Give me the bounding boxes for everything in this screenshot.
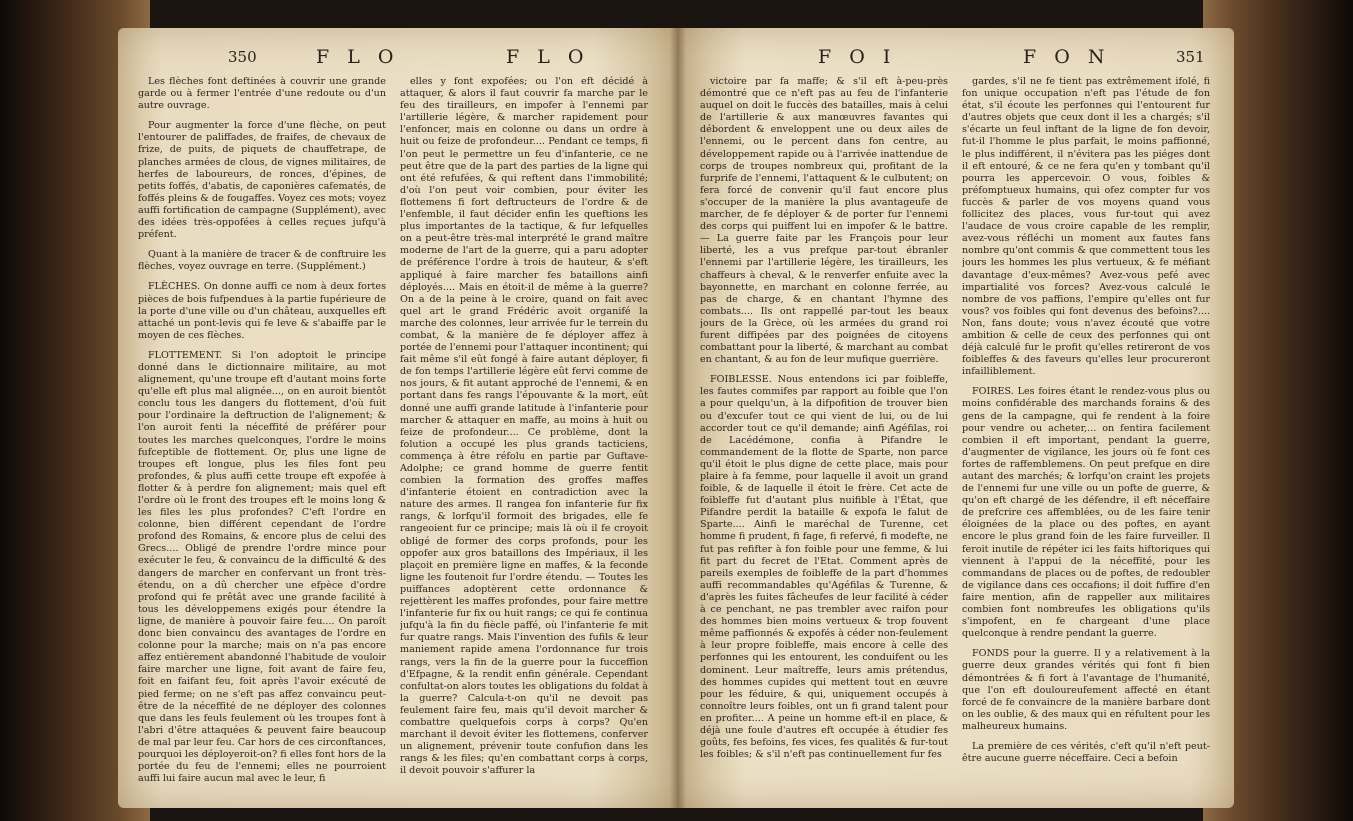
right-column-1 bbox=[700, 76, 948, 796]
paragraph: gardes, s'il ne fe tient pas extrêmement ifolé, fi fon unique occupation n'eft pas l'étude de fon état, s'il écoute les perfonnes qui l'entourent fur d'autres objets que ceux dont il les a chargés; s'il s'écarte un feul inftant de la ligne de fon devoir, fut-il l'homme le plus parfait, le moins paffionné, le plus indifférent, il n'évitera pas les piéges dont il eft entouré, & ce ne fera qu'en y tombant qu'il pourra les appercevoir. O vous, foibles & préfomptueux humains, qui ofez compter fur vos fuccès & parler de vos moyens quand vous follicitez des places, vous fur-tout qui avez l'audace de vous croire capable de les remplir, avez-vous réfléchi un moment aux fautes fans nombre qu'ont commis & que commettent tous les jours les hommes les plus vertueux, & fe méfiant davantage d'eux-mêmes? Avez-vous pefé avec impartialité vos forces? Avez-vous calculé le nombre de vos paffions, l'empire qu'elles ont fur vous? vos foibles qui font devenus des befoins?.... Non, fans doute; vous n'avez écouté que votre ambition & celle de ceux des perfonnes qui ont déjà calculé fur le profit qu'elles retireront de vos foibleffes & des faveurs qu'elles leur procureront infailliblement. bbox=[962, 76, 1210, 378]
paragraph: Quant à la manière de tracer & de conftruire les flèches, voyez ouvrage en terre. (Supplément.) bbox=[138, 249, 386, 273]
left-page-number: 350 bbox=[228, 48, 257, 66]
paragraph: victoire par fa maffe; & s'il eft à-peu-près démontré que ce n'eft pas au feu de l'infanterie auquel on doit le fuccès des batailles, mais à celui de l'artillerie & aux manœuvres favantes qui débordent & enveloppent une ou deux ailes de l'ennemi, ou le percent dans fon centre, au développement rapide ou à l'arrivée inattendue de corps de troupes nombreux qui, profitant de la furprife de l'ennemi, l'attaquent & le culbutent; on fera forcé de convenir qu'il faut encore plus s'occuper de la manière la plus avantageufe de marcher, de fe déployer & de porter fur l'ennemi des corps qui puiffent lui en impofer & le battre. — La guerre faite par les François pour leur liberté, les a vus prefque par-tout ébranler l'ennemi par l'artillerie légère, les tirailleurs, les chaffeurs à cheval, & le renverfer enfuite avec la bayonnette, en marchant en colonne ferrée, au pas de charge, & en chantant l'hymne des combats.... Ils ont rappellé par-tout les beaux jours de la Grèce, où les armées du grand roi furent diffipées par des poignées de citoyens combattant pour la liberté, & marchant au combat en chantant, & au fon de leur mufique guerrière. bbox=[700, 76, 948, 366]
paragraph: elles y font expofées; ou l'on eft décidé à attaquer, & alors il faut couvrir fa marche par le feu des tirailleurs, en impofer à l'ennemi par l'artillerie légère, & marcher rapidement pour l'enfoncer, mais en colonne ou dans un ordre à huit ou feize de profondeur.... Pendant ce temps, fi l'on peut le permettre un feu d'infanterie, ce ne peut être que de la part des parties de la ligne qui ont été refufées, & qui reftent dans l'immobilité; d'où l'on peut voir combien, pour éviter les flottemens fi fort deftructeurs de l'ordre & de l'enfemble, il faut décider enfin les queftions les plus importantes de la tactique, & fur lefquelles on a peut-être très-mal interprété le grand maître moderne de l'art de la guerre, qui a paru adopter de préférence l'ordre à trois de hauteur, & s'eft appliqué à faire marcher fes bataillons ainfi déployés.... Mais en étoit-il de même à la guerre? On a de la peine à le croire, quand on fait avec quel art le grand Frédéric avoit organifé la marche des colonnes, leur arrivée fur le terrein du combat, & la manière de fe déployer affez à portée de l'ennemi pour l'attaquer incontinent; qui fait même s'il eût fongé à faire autant déployer, fi de fon temps l'artillerie légère eût fervi comme de nos jours, & fit autant approché de l'ennemi, & en portant dans fes rangs l'épouvante & la mort, eût donné une auffi grande latitude à l'infanterie pour marcher & attaquer en maffe, au moins à huit ou feize de profondeur.... Ce problème, dont la folution a occupé les plus grands tacticiens, commença à être réfolu en partie par Guftave-Adolphe; ce grand homme de guerre fentit combien la formation des groffes maffes d'infanterie étoient en contradiction avec la nature des armes. Il rangea fon infanterie fur fix rangs, & lorfqu'il formoit des brigades, elle fe rangeoient fur ce principe; mais là où il fe croyoit obligé de former des corps profonds, pour les oppofer aux gros bataillons des Impériaux, il les plaçoit en première ligne en maffes, & la feconde ligne les foutenoit fur l'ordre étendu. — Toutes les puiffances adoptèrent cette ordonnance & rejettèrent les maffes profondes, pour faire mettre l'infanterie fur fix ou huit rangs; ce qui fe continua jufqu'à la fin du fiècle paffé, où l'infanterie fe mit fur quatre rangs. Mais l'invention des fufils & leur maniement rapide amena l'ordonnance fur trois rangs, vers la fin de la guerre pour la fucceffion d'Efpagne, & la rendit enfin générale. Cependant confultat-on alors toutes les obligations du foldat à la guerre? Calcula-t-on qu'il ne devoit pas feulement faire feu, mais qu'il devoit marcher & combattre quelquefois corps à corps? Qu'en marchant il devoit éviter les flottemens, conferver un alignement, prévenir toute confufion dans les rangs & les files; qu'en combattant corps à corps, il devoit pouvoir s'affurer la bbox=[400, 76, 648, 777]
right-running-head-2: F O N bbox=[1023, 46, 1111, 68]
right-page-number: 351 bbox=[1176, 48, 1205, 66]
right-column-2 bbox=[962, 76, 1210, 796]
paragraph: FLOTTEMENT. Si l'on adoptoit le principe donné dans le dictionnaire militaire, au mot alignement, qu'une troupe eft d'autant moins forte qu'elle eft plus mal alignée..., on en auroit bientôt conclu tous les dangers du flottement, d'où fuit pour l'ordinaire la deftruction de l'alignement; & l'on auroit fenti la néceffité de préférer pour toutes les marches quelconques, l'ordre le moins fufceptible de flottement. Or, plus une ligne de troupes eft longue, plus les files font peu profondes, & plus auffi cette troupe eft expofée à flotter & à perdre fon alignement; mais quel eft l'ordre où le front des troupes eft le moins long & les files les plus profondes? C'eft l'ordre en colonne, bien différent cependant de l'ordre profond des Romains, & encore plus de celui des Grecs.... Obligé de prendre l'ordre mince pour exécuter le feu, & convaincu de la difficulté & des dangers de marcher en confervant un front très-étendu, on a dû chercher une efpèce d'ordre profond qui fe prêtât avec une grande facilité à tous les développemens exigés pour étendre la ligne, de manière à pouvoir faire feu.... On paroît donc bien convaincu des avantages de l'ordre en colonne pour la marche; mais on n'a pas encore affez entièrement abandonné l'habitude de vouloir faire marcher une ligne, foit avant de faire feu, foit en faifant feu, foit après l'avoir exécuté de pied ferme; on ne s'eft pas affez convaincu peut-être de la néceffité de ne déployer des colonnes que dans les feuls feulement où les troupes font à l'abri d'être attaquées & peuvent faire beaucoup de mal par leur feu. Car hors de ces circonftances, pourquoi les déployeroit-on? fi elles font hors de la portée du feu de l'ennemi; elles ne pourroient auffi lui faire aucun mal avec le leur, fi bbox=[138, 349, 386, 785]
paragraph: Pour augmenter la force d'une flèche, on peut l'entourer de paliffades, de fraifes, de chevaux de frize, de puits, de piquets de chauffetrape, de planches armées de clous, de vignes militaires, de herfes de laboureurs, de ronces, d'épines, de petits foffés, d'abatis, de caponières cafematés, de foffés pleins & de fougaffes. Voyez ces mots; voyez auffi fortification de campagne (Supplément), avec des idées très-oppofées à celles reçues jufqu'à préfent. bbox=[138, 120, 386, 241]
right-page bbox=[678, 28, 1234, 808]
paragraph: FLÈCHES. On donne auffi ce nom à deux fortes pièces de bois fufpendues à la partie fupérieure de la porte d'une ville ou d'un château, auxquelles eft attaché un pont-levis qui fe leve & s'abaiffe par le moyen de ces flèches. bbox=[138, 281, 386, 341]
left-column-2 bbox=[400, 76, 648, 796]
left-column-1 bbox=[138, 76, 386, 796]
paragraph: Les flèches font deftinées à couvrir une grande garde ou à fermer l'entrée d'une redoute ou d'un autre ouvrage. bbox=[138, 76, 386, 112]
left-running-head-1: F L O bbox=[316, 46, 400, 68]
paragraph: FONDS pour la guerre. Il y a relativement à la guerre deux grandes vérités qui font fi bien démontrées & fi fort à l'avantage de l'humanité, que l'on eft douloureufement affecté en étant forcé de fe convaincre de la manière barbare dont on les oublie, & des maux qui en réfultent pour les malheureux humains. bbox=[962, 648, 1210, 732]
left-page bbox=[118, 28, 678, 808]
paragraph: FOIBLESSE. Nous entendons ici par foibleffe, les fautes commifes par rapport au foible que l'on a pour quelqu'un, à la difpofition de trouver bien ou d'excufer tout ce qui vient de lui, ou de lui accorder tout ce qu'il demande; ainfi Agéfilas, roi de Lacédémone, confia à Pifandre le commandement de la flotte de Sparte, non parce qu'il étoit le plus digne de cette place, mais pour plaire à fa femme, pour laquelle il avoit un grand foible, & de laquelle il étoit le frère. Cet acte de foibleffe fut d'autant plus nuifible à l'État, que Pifandre perdit la bataille & expofa le falut de Sparte.... Ainfi le maréchal de Turenne, cet homme fi prudent, fi fage, fi refervé, fi modefte, ne fut pas refifter à fon foible pour une femme, & lui fit part du fecret de l'Etat. Comment après de pareils exemples de foibleffe de la part d'hommes auffi recommandables qu'Agéfilas & Turenne, & d'après les fuites fâcheufes de leur facilité à céder à ce penchant, ne pas trembler avec raifon pour des hommes bien moins vertueux & trop fouvent même paffionnés & expofés à céder non-feulement à leur propre foibleffe, mais encore à celle des perfonnes qui les entourent, les conduifent ou les dominent. Leur maîtreffe, leurs amis prétendus, des hommes cupides qui mettent tout en œuvre pour les féduire, & qui, uniquement occupés à connoître leurs foibles, ont un fi grand talent pour en profiter.... A peine un homme eft-il en place, & déjà une foule d'autres eft occupée à étudier fes goûts, fes befoins, fes vices, fes qualités & fur-tout les foibles; & s'il n'eft pas continuellement fur fes bbox=[700, 374, 948, 761]
right-running-head-1: F O I bbox=[818, 46, 897, 68]
book-gutter bbox=[670, 28, 686, 808]
paragraph: FOIRES. Les foires étant le rendez-vous plus ou moins confidérable des marchands forains & des gens de la campagne, qui fe rendent à la foire pour vendre ou acheter,... on fentira facilement combien il eft important, pendant la guerre, d'augmenter de vigilance, les jours où fe font ces fortes de raffemblemens. On peut prefque en dire autant des marchés; & lorfqu'on craint les projets de l'ennemi fur une ville ou un pofte de guerre, & qu'on eft chargé de les défendre, il eft néceffaire de prefcrire ces affemblées, ou de les faire tenir éloignées de la place ou des poftes, en ayant encore le plus grand foin de les faire furveiller. Il feroit inutile de répéter ici les faits hiftoriques qui viennent à l'appui de la néceffité, pour les commandans de places ou de poftes, de redoubler de vigilance dans ces occafions; il doit fuffire d'en faire mention, afin de rappeller aux militaires combien font nombreufes les obligations qu'ils s'impofent, en fe chargeant d'une place quelconque à rendre pendant la guerre. bbox=[962, 386, 1210, 640]
left-running-head-2: F L O bbox=[506, 46, 590, 68]
paragraph: La première de ces vérités, c'eft qu'il n'eft peut-être aucune guerre néceffaire. Ceci a befoin bbox=[962, 740, 1210, 765]
